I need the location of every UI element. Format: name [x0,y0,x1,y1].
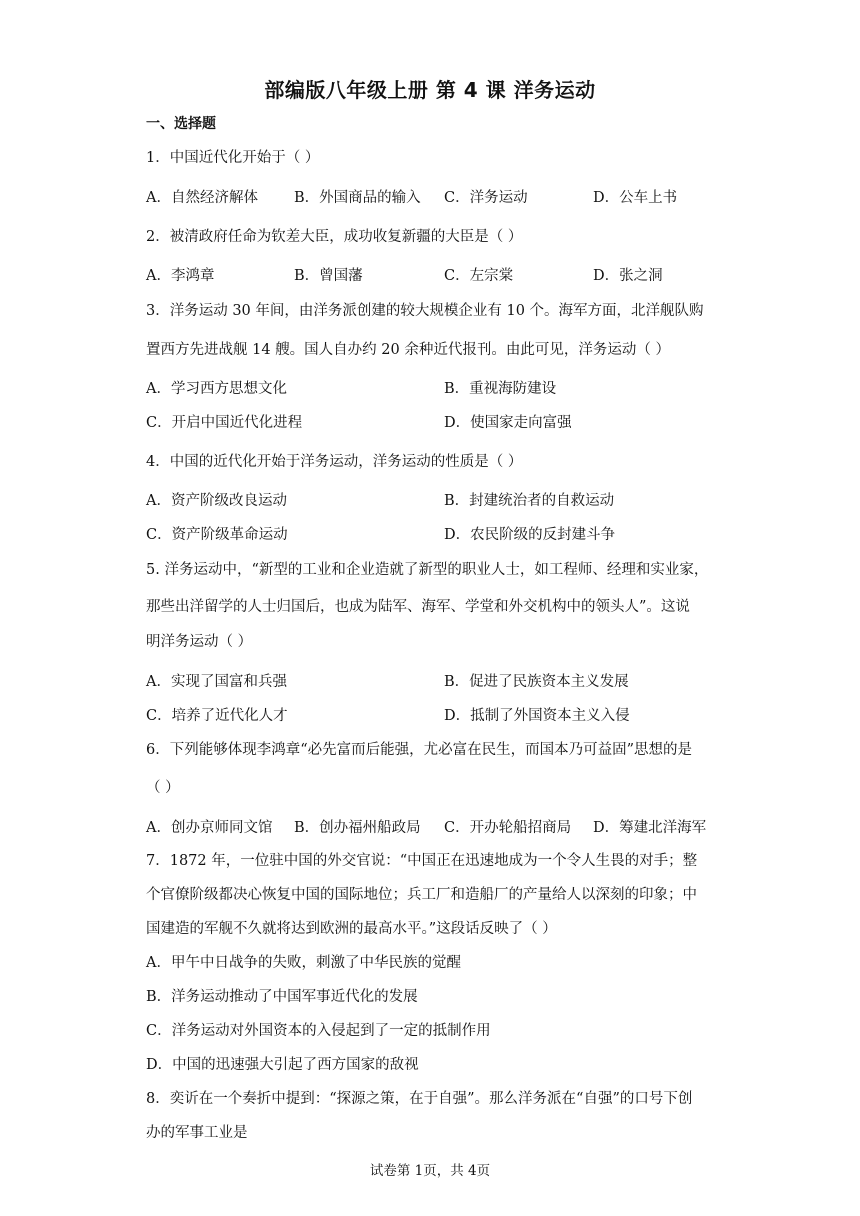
question-7-stem-line-1: 7．1872 年，一位驻中国的外交官说：“中国正在迅速地成为一个令人生畏的对手；整 [146,853,698,869]
question-4-stem: 4．中国的近代化开始于洋务运动，洋务运动的性质是（ ） [146,454,523,470]
page-title: 部编版八年级上册 第 4 课 洋务运动 [264,78,596,102]
question-7-option-b: B．洋务运动推动了中国军事近代化的发展 [146,989,418,1005]
question-3-stem-line-1: 3．洋务运动 30 年间，由洋务派创建的较大规模企业有 10 个。海军方面，北洋舰队购 [146,303,704,319]
page-footer: 试卷第 1页，共 4页 [369,1163,491,1179]
question-7-stem-line-3: 国建造的军舰不久就将达到欧洲的最高水平。”这段话反映了（ ） [146,921,557,937]
question-5-stem-line-3: 明洋务运动（ ） [146,634,253,650]
question-1-option-d: D．公车上书 [593,190,678,206]
question-5-option-d: D．抵制了外国资本主义入侵 [444,708,630,724]
question-5-option-c: C．培养了近代化人才 [146,708,288,724]
question-4-option-b: B．封建统治者的自救运动 [444,493,615,509]
question-2-option-c: C．左宗棠 [444,268,514,284]
question-3-stem-line-2: 置西方先进战舰 14 艘。国人自办约 20 余种近代报刊。由此可见，洋务运动（ ） [146,342,670,358]
question-6-option-b: B．创办福州船政局 [294,820,421,836]
question-6-option-d: D．筹建北洋海军 [593,820,707,836]
question-3-option-d: D．使国家走向富强 [444,415,572,431]
question-2-option-a: A．李鸿章 [146,268,215,284]
question-2-stem: 2．被清政府任命为钦差大臣，成功收复新疆的大臣是（ ） [146,229,523,245]
question-4-option-a: A．资产阶级改良运动 [146,493,287,509]
question-3-option-c: C．开启中国近代化进程 [146,415,303,431]
question-7-option-c: C．洋务运动对外国资本的入侵起到了一定的抵制作用 [146,1023,491,1039]
question-7-stem-line-2: 个官僚阶级都决心恢复中国的国际地位；兵工厂和造船厂的产量给人以深刻的印象；中 [146,887,697,903]
question-5-stem-line-2: 那些出洋留学的人士归国后，也成为陆军、海军、学堂和外交机构中的领头人”。这说 [146,599,690,615]
question-5-stem-line-1: 5. 洋务运动中，“新型的工业和企业造就了新型的职业人士，如工程师、经理和实业家， [146,562,709,578]
question-7-option-d: D．中国的迅速强大引起了西方国家的敌视 [146,1057,419,1073]
question-2-option-d: D．张之洞 [593,268,663,284]
question-5-option-a: A．实现了国富和兵强 [146,674,287,690]
question-6-option-a: A．创办京师同文馆 [146,820,273,836]
question-3-option-b: B．重视海防建设 [444,381,557,397]
question-1-option-b: B．外国商品的输入 [294,190,421,206]
question-8-stem-line-1: 8．奕䜣在一个奏折中提到：“探源之策，在于自强”。那么洋务派在“自强”的口号下创 [146,1091,693,1107]
question-1-stem: 1．中国近代化开始于（ ） [146,150,320,166]
question-1-option-a: A．自然经济解体 [146,190,258,206]
question-1-option-c: C．洋务运动 [444,190,528,206]
section-heading: 一、选择题 [146,116,216,132]
question-3-option-a: A．学习西方思想文化 [146,381,287,397]
question-2-option-b: B．曾国藩 [294,268,363,284]
question-5-option-b: B．促进了民族资本主义发展 [444,674,629,690]
question-8-stem-line-2: 办的军事工业是 [146,1125,248,1141]
question-6-stem-line-1: 6．下列能够体现李鸿章“必先富而后能强，尤必富在民生，而国本乃可益固”思想的是 [146,742,693,758]
question-6-option-c: C．开办轮船招商局 [444,820,572,836]
question-7-option-a: A．甲午中日战争的失败，刺激了中华民族的觉醒 [146,955,461,971]
question-4-option-d: D．农民阶级的反封建斗争 [444,527,616,543]
question-4-option-c: C．资产阶级革命运动 [146,527,288,543]
question-6-stem-line-2: （ ） [146,780,180,796]
